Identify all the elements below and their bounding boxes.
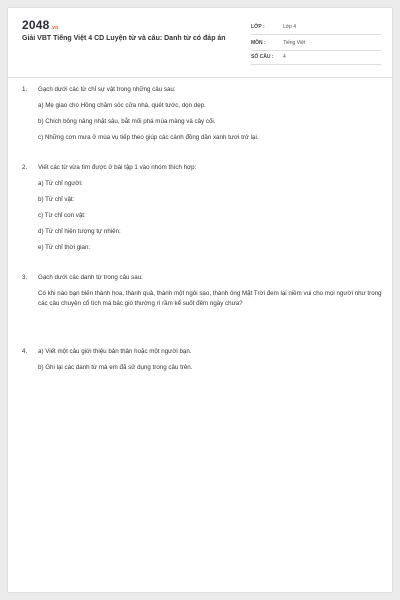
question-item: a) Mẹ giao cho Hồng chăm sóc cửa nhà, quét tước, dọn dẹp. (38, 102, 206, 109)
meta-value: 4 (283, 54, 286, 60)
worksheet-page (8, 8, 392, 592)
question-number: 1. (22, 86, 28, 93)
question-number: 2. (22, 164, 28, 171)
question-text: Gạch dưới các danh từ trong câu sau: (38, 274, 143, 281)
question-number: 4. (22, 348, 28, 355)
question-item: b) Chích bông nâng nhặt sâu, bắt mối phá mùa màng và cây cối. (38, 118, 216, 125)
meta-value: Lớp 4 (283, 24, 297, 30)
logo-suffix: .vn (50, 25, 59, 31)
header-divider (8, 77, 392, 78)
question-text: Viết các từ vừa tìm được ở bài tập 1 vào nhóm thích hợp: (38, 164, 197, 171)
meta-key: SỐ CÂU : (251, 54, 274, 60)
question-paragraph: Có khi nào bạn biến thành hoa, thành quả, thành một ngôi sao, thành ông Mặt Trời đem lại niềm vui cho mọi người như trong các câu chuyện cổ tích mà bác gió thường rì rầm kể suốt đêm ngày chưa? (38, 290, 382, 307)
meta-row-subject (251, 36, 381, 51)
question-item: d) Từ chỉ hiện tượng tự nhiên: (38, 228, 121, 235)
question-text: a) Viết một câu giới thiệu bản thân hoặc một người bạn. (38, 348, 192, 355)
question-text: Gạch dưới các từ chỉ sự vật trong những câu sau: (38, 86, 176, 93)
question-item: a) Từ chỉ người: (38, 180, 83, 187)
meta-key: MÔN : (251, 40, 266, 46)
question-item: c) Từ chỉ con vật: (38, 212, 86, 219)
header (8, 8, 392, 74)
meta-key: LỚP : (251, 24, 265, 30)
question-item: c) Những cơn mưa ở mùa vụ tiếp theo giúp các cánh đồng dần xanh tươi trở lại. (38, 134, 259, 141)
logo-main: 2048 (22, 18, 50, 32)
meta-row-grade (251, 20, 381, 35)
question-number: 3. (22, 274, 28, 281)
meta-row-count (251, 50, 381, 65)
question-item: e) Từ chỉ thời gian: (38, 244, 91, 251)
question-item: b) Ghi lại các danh từ mà em đã sử dụng trong câu trên. (38, 364, 193, 371)
meta-value: Tiếng Việt (283, 40, 306, 46)
document-title: Giải VBT Tiếng Việt 4 CD Luyện từ và câu: Danh từ có đáp án (22, 35, 226, 42)
site-logo[interactable] (22, 18, 58, 32)
question-item: b) Từ chỉ vật: (38, 196, 75, 203)
